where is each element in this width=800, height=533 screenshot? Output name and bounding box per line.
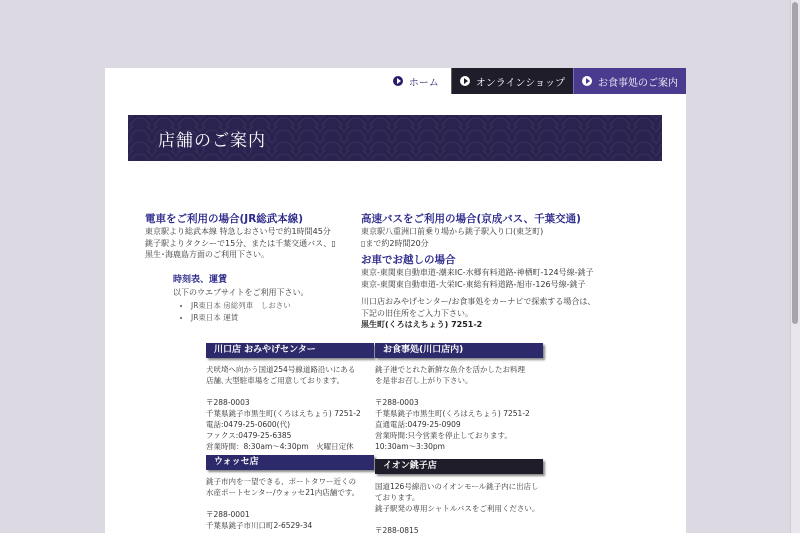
bus-section (361, 213, 611, 249)
shop-desc: 銚子駅発の専用シャトルバスをご利用ください。 (375, 504, 540, 513)
car-section (361, 254, 651, 331)
train-line: 東京駅より総武本線 特急しおさい号で約1時間45分 (145, 227, 331, 236)
scrollbar-thumb[interactable] (792, 2, 798, 324)
shop-hours: 営業時間:只今営業を停止しております。 (375, 431, 512, 440)
page-title: 店舗のご案内 (158, 131, 266, 151)
bus-line: ▯まで約2時間20分 (361, 238, 429, 248)
timetable-heading: 時刻表、運賃 (173, 275, 228, 285)
shop-hours: 営業時間：8:30am〜4:30pm 火曜日定休 (206, 442, 354, 451)
shop-title-aeon: イオン銚子店 (375, 459, 543, 474)
train-section (145, 213, 355, 261)
nav-shop-link[interactable] (451, 68, 573, 94)
car-route: 東京-東関東自動車道-潮来IC-水郷有料道路-神栖町-124号線-銚子 (361, 268, 594, 277)
train-line: 銚子駅よりタクシーで15分、または千葉交通バス、▯ (145, 238, 336, 248)
arrow-circle-icon (393, 76, 403, 86)
timetable-links (173, 300, 343, 323)
top-nav (385, 68, 686, 94)
scrollbar[interactable] (790, 0, 800, 533)
car-route: 東京-東関東自動車道-大栄IC-東総有料道路-旭市-126号線-銚子 (361, 279, 586, 289)
link-jr-fare[interactable]: • JR東日本 運賃 (191, 312, 343, 324)
shop-info-wossee (206, 476, 371, 531)
nav-home-label: ホーム (408, 77, 439, 89)
shop-desc: 水産ポートセンター/ウォッセ21内店舗です。 (206, 488, 360, 497)
arrow-circle-icon (582, 76, 592, 86)
shop-address: 千葉県銚子市黒生町(くろはえちょう) 7251-2 (375, 409, 530, 418)
shop-info-aeon (375, 481, 540, 533)
shop-desc: を是非お召し上がり下さい。 (375, 376, 473, 385)
bus-line: 東京駅八重洲口前乗り場から銚子駅入り口(東芝町) (361, 227, 544, 236)
timetable-intro: 以下のウエブサイトをご利用下さい。 (173, 287, 309, 297)
shop-title-kawaguchi: 川口店 おみやげセンター (206, 343, 374, 358)
shop-zip: 〒288-0815 (375, 526, 419, 533)
bus-heading: 高速バスをご利用の場合(京成バス、千葉交通) (361, 213, 581, 225)
shop-fax: ファクス:0479-25-6385 (206, 431, 292, 440)
page-banner (128, 115, 662, 161)
arrow-circle-icon (460, 76, 470, 86)
shop-zip: 〒288-0003 (206, 398, 250, 407)
car-note: 川口店おみやげセンター/お食事処をカーナビで探索する場合は、 (361, 297, 596, 306)
shop-info-kawaguchi (206, 364, 371, 452)
shop-address: 千葉県銚子市黒生町(くろはえちょう) 7251-2 (206, 409, 361, 418)
train-heading: 電車をご利用の場合(JR総武本線) (145, 213, 304, 225)
nav-home-link[interactable] (385, 68, 451, 94)
shop-zip: 〒288-0001 (206, 510, 250, 519)
shop-phone: 電話:0479-25-0600(代) (206, 420, 291, 429)
nav-shop-label: オンラインショップ (475, 77, 565, 89)
shop-title-dining: お食事処(川口店内) (375, 343, 543, 358)
shop-hours: 10:30am〜3:30pm (375, 442, 445, 451)
shop-phone: 直通電話:0479-25-0909 (375, 420, 461, 429)
shop-info-dining (375, 364, 540, 452)
shop-desc: 銚子市内を一望できる、ポートタワー近くの (206, 477, 356, 486)
car-address: 黒生町(くろはえちょう) 7251-2 (361, 320, 483, 329)
shop-desc: 犬吠埼へ向かう国道254号線道路沿いにある (206, 365, 356, 374)
shop-address: 千葉県銚子市川口町2-6529-34 (206, 521, 313, 530)
shop-desc: ております。 (375, 493, 420, 502)
car-note: 下記の旧住所をご入力下さい。 (361, 308, 473, 318)
page-content (105, 68, 686, 533)
shop-desc: 店舗､大型駐車場をご用意しております。 (206, 376, 345, 385)
timetable-section (173, 275, 343, 323)
link-jr-shiosai[interactable]: • JR東日本 房総列車 しおさい (191, 300, 343, 312)
nav-dining-label: お食事処のご案内 (598, 77, 678, 89)
shop-desc: 国道126号線沿いのイオンモール銚子内に出店し (375, 482, 539, 491)
nav-dining-link[interactable] (573, 68, 686, 94)
shop-desc: 銚子港でとれた新鮮な魚介を活かしたお料理 (375, 365, 525, 374)
train-line: 黒生･海鹿島方面のご利用下さい。 (145, 250, 269, 259)
shop-title-wossee: ウォッセ店 (206, 455, 374, 470)
car-heading: お車でお越しの場合 (361, 254, 456, 266)
shop-zip: 〒288-0003 (375, 398, 419, 407)
